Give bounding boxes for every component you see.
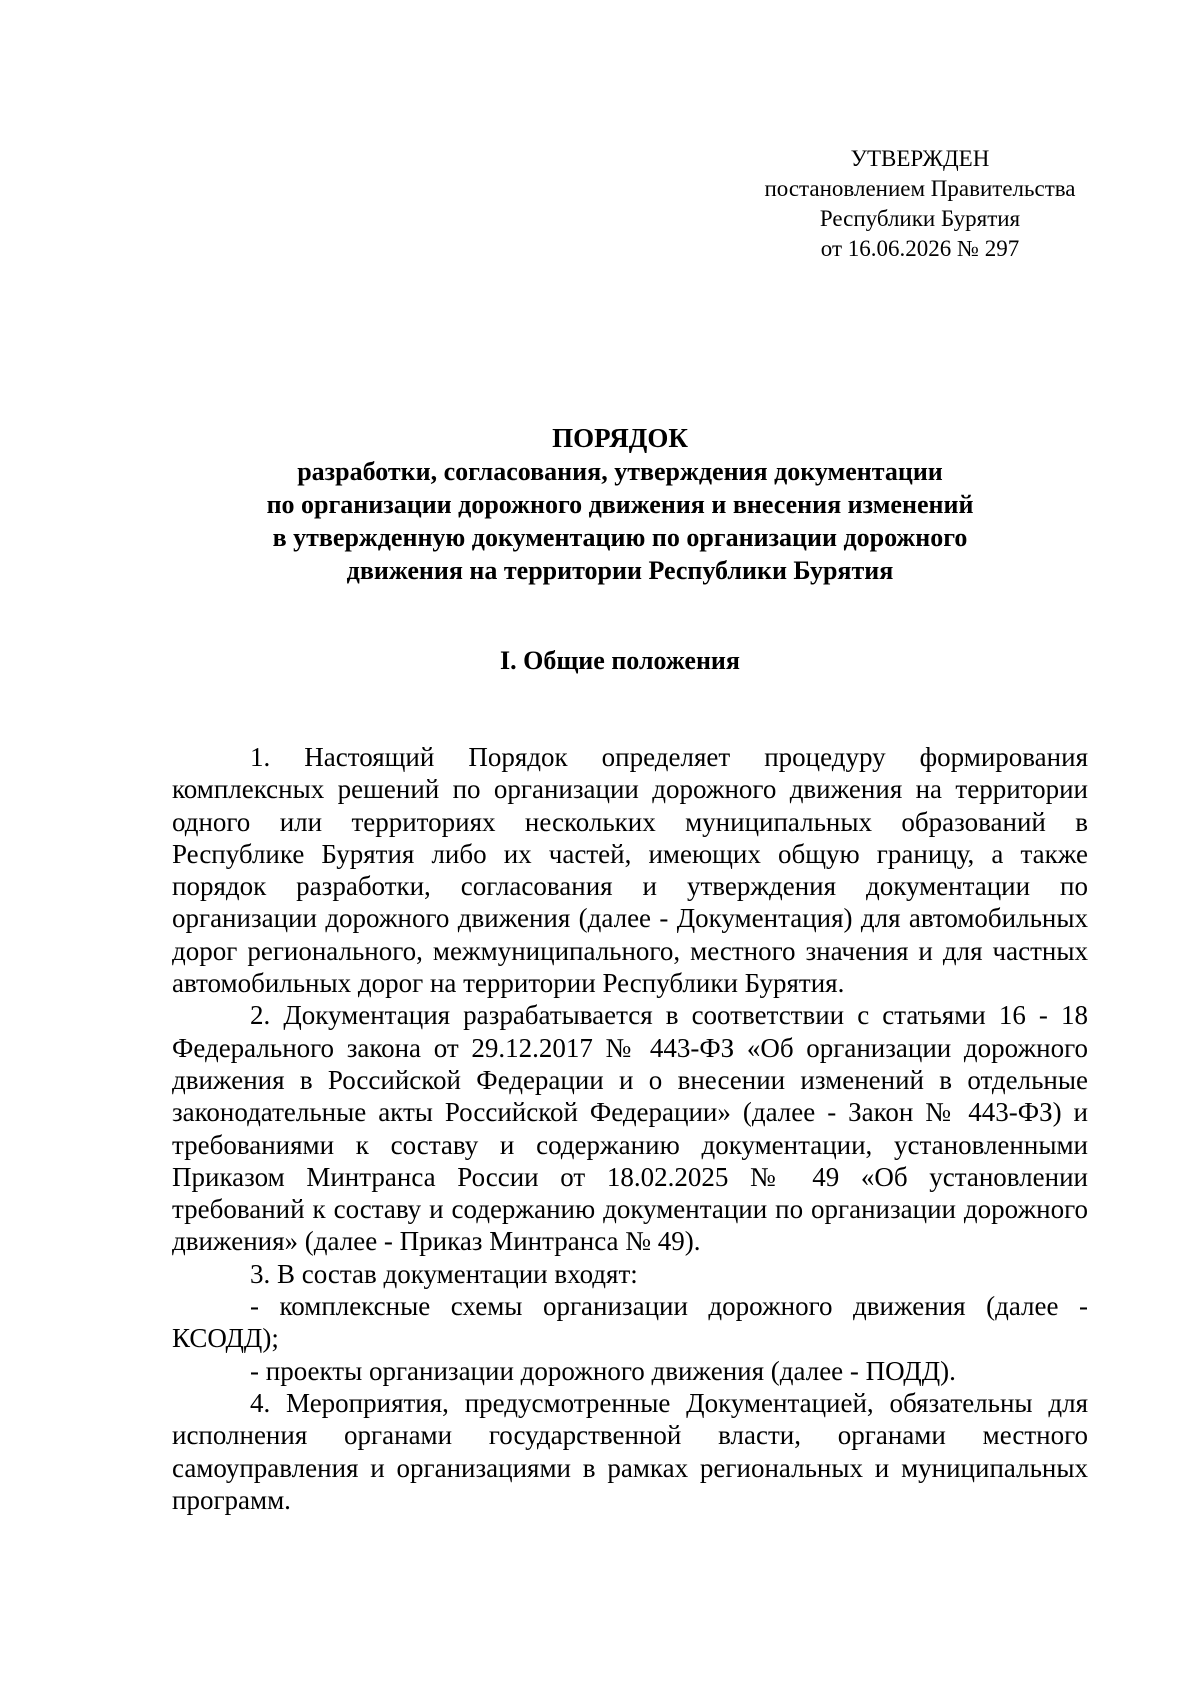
paragraph-3: 3. В состав документации входят: (250, 1258, 638, 1289)
title-main: ПОРЯДОК (552, 423, 688, 453)
section-heading: I. Общие положения (500, 646, 740, 675)
document-title (150, 422, 1090, 587)
paragraph-4: 4. Мероприятия, предусмотренные Документацией, обязательны для исполнения органами государственной власти, органами местного самоуправления и организациями в рамках региональных и муниципальных программ. (172, 1387, 1088, 1515)
title-line: движения на территории Республики Бурятия (346, 556, 894, 585)
list-item-podd: - проекты организации дорожного движения (далее - ПОДД). (250, 1355, 956, 1386)
approval-date-number: от 16.06.2026 № 297 (820, 236, 1020, 261)
title-line: разработки, согласования, утверждения документации (297, 457, 943, 486)
approval-stamp (740, 144, 1100, 264)
paragraph-1: 1. Настоящий Порядок определяет процедуру формирования комплексных решений по организации дорожного движения на территории одного или территориях нескольких муниципальных образований в Республике Бурятия либо их частей, имеющих общую границу, а также порядок разработки, согласования и утверждения документации по организации дорожного движения (далее - Документация) для автомобильных дорог регионального, межмуниципального, местного значения и для частных автомобильных дорог на территории Республики Бурятия. (172, 742, 1088, 999)
approval-resolution: постановлением Правительства (764, 176, 1076, 201)
title-line: в утвержденную документацию по организации дорожного (272, 523, 968, 552)
paragraph-2: 2. Документация разрабатывается в соответствии с статьями 16 - 18 Федерального закона от 29.12.2017 № 443-ФЗ «Об организации дорожного движения в Российской Федерации и о внесении изменений в отдельные законодательные акты Российской Федерации» (далее - Закон № 443-ФЗ) и требованиями к составу и содержанию документации, установленными Приказом Минтранса России от 18.02.2025 № 49 «Об установлении требований к составу и содержанию документации по организации дорожного движения» (далее - Приказ Минтранса № 49). (172, 1000, 1088, 1257)
approval-title: УТВЕРЖДЕН (850, 146, 990, 171)
body-text (172, 741, 1088, 1516)
title-line: по организации дорожного движения и внесения изменений (266, 490, 974, 519)
approval-region: Республики Бурятия (819, 206, 1021, 231)
list-item-ksodd: - комплексные схемы организации дорожного движения (далее - КСОДД); (172, 1291, 1088, 1354)
